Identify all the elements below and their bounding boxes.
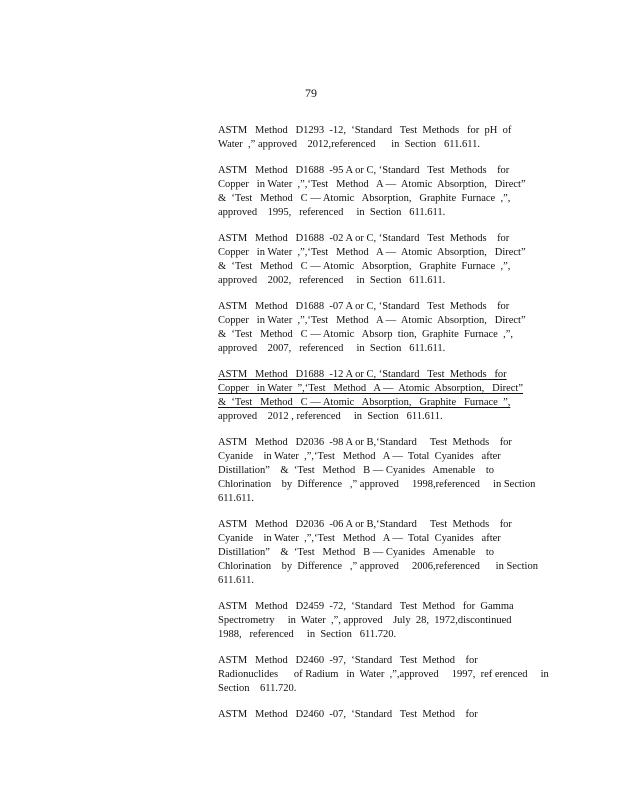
reference-line: Cyanide in Water ,”,‘Test Method A — Total Cyanides after <box>218 533 501 544</box>
reference-entry <box>218 708 538 722</box>
reference-line: Chlorination by Difference ,” approved 2006,referenced in Section <box>218 561 538 572</box>
reference-line: Spectrometry in Water ,”, approved July 28, 1972,discontinued <box>218 615 512 626</box>
reference-entry <box>218 654 549 696</box>
reference-line: ASTM Method D1688 -12 A or C, ‘Standard Test Methods for <box>218 369 507 380</box>
reference-list <box>218 124 549 734</box>
reference-line: Distillation” & ‘Test Method B — Cyanides Amenable to <box>218 547 495 558</box>
reference-entry <box>218 600 538 642</box>
reference-line: Chlorination by Difference ,” approved 1998,referenced in Section <box>218 479 536 490</box>
reference-line: Radionuclides of Radium in Water ,”,approved 1997, ref erenced in <box>218 669 549 680</box>
reference-line: ASTM Method D2036 -06 A or B,‘Standard Test Methods for <box>218 519 512 530</box>
reference-entry <box>218 124 538 152</box>
reference-line: Copper in Water ,”,‘Test Method A — Atomic Absorption, Direct” <box>218 179 526 190</box>
reference-line: & ‘Test Method C — Atomic Absorption, Graphite Furnace ,”, <box>218 261 511 272</box>
reference-line: approved 2012 , referenced in Section 611.611. <box>218 411 443 422</box>
reference-line: ASTM Method D1688 -02 A or C, ‘Standard Test Methods for <box>218 233 510 244</box>
reference-line: approved 2002, referenced in Section 611.611. <box>218 275 446 286</box>
reference-line: ASTM Method D1688 -07 A or C, ‘Standard Test Methods for <box>218 301 510 312</box>
reference-line: ASTM Method D2036 -98 A or B,‘Standard Test Methods for <box>218 437 512 448</box>
reference-line: ASTM Method D2460 -07, ‘Standard Test Method for <box>218 709 478 720</box>
reference-line: Cyanide in Water ,”,‘Test Method A — Total Cyanides after <box>218 451 501 462</box>
reference-entry <box>218 436 538 506</box>
reference-line: & ‘Test Method C — Atomic Absorp tion, Graphite Furnace ,”, <box>218 329 513 340</box>
reference-line: 611.611. <box>218 575 254 586</box>
reference-line: Copper in Water ,”,‘Test Method A — Atomic Absorption, Direct” <box>218 247 526 258</box>
reference-line: & ‘Test Method C — Atomic Absorption, Graphite Furnace ,”, <box>218 193 511 204</box>
reference-line: ASTM Method D2459 -72, ‘Standard Test Method for Gamma <box>218 601 514 612</box>
reference-line: Section 611.720. <box>218 683 297 694</box>
reference-entry <box>218 518 538 588</box>
reference-line: Copper in Water ,”,‘Test Method A — Atomic Absorption, Direct” <box>218 315 526 326</box>
reference-line: Water ,” approved 2012,referenced in Section 611.611. <box>218 139 480 150</box>
reference-line: ASTM Method D1293 -12, ‘Standard Test Methods for pH of <box>218 125 512 136</box>
reference-entry <box>218 232 538 288</box>
reference-line: 611.611. <box>218 493 254 504</box>
reference-line: Distillation” & ‘Test Method B — Cyanides Amenable to <box>218 465 495 476</box>
reference-line: ASTM Method D1688 -95 A or C, ‘Standard Test Methods for <box>218 165 510 176</box>
reference-line: 1988, referenced in Section 611.720. <box>218 629 397 640</box>
reference-line: approved 2007, referenced in Section 611.611. <box>218 343 446 354</box>
reference-entry <box>218 368 538 424</box>
reference-line: Copper in Water ”,‘Test Method A — Atomic Absorption, Direct” <box>218 383 524 394</box>
reference-entry <box>218 300 538 356</box>
reference-entry <box>218 164 538 220</box>
reference-line: ASTM Method D2460 -97, ‘Standard Test Method for <box>218 655 478 666</box>
reference-line: & ‘Test Method C — Atomic Absorption, Graphite Furnace ”, <box>218 397 511 408</box>
page-number: 79 <box>305 86 317 100</box>
reference-line: approved 1995, referenced in Section 611.611. <box>218 207 446 218</box>
